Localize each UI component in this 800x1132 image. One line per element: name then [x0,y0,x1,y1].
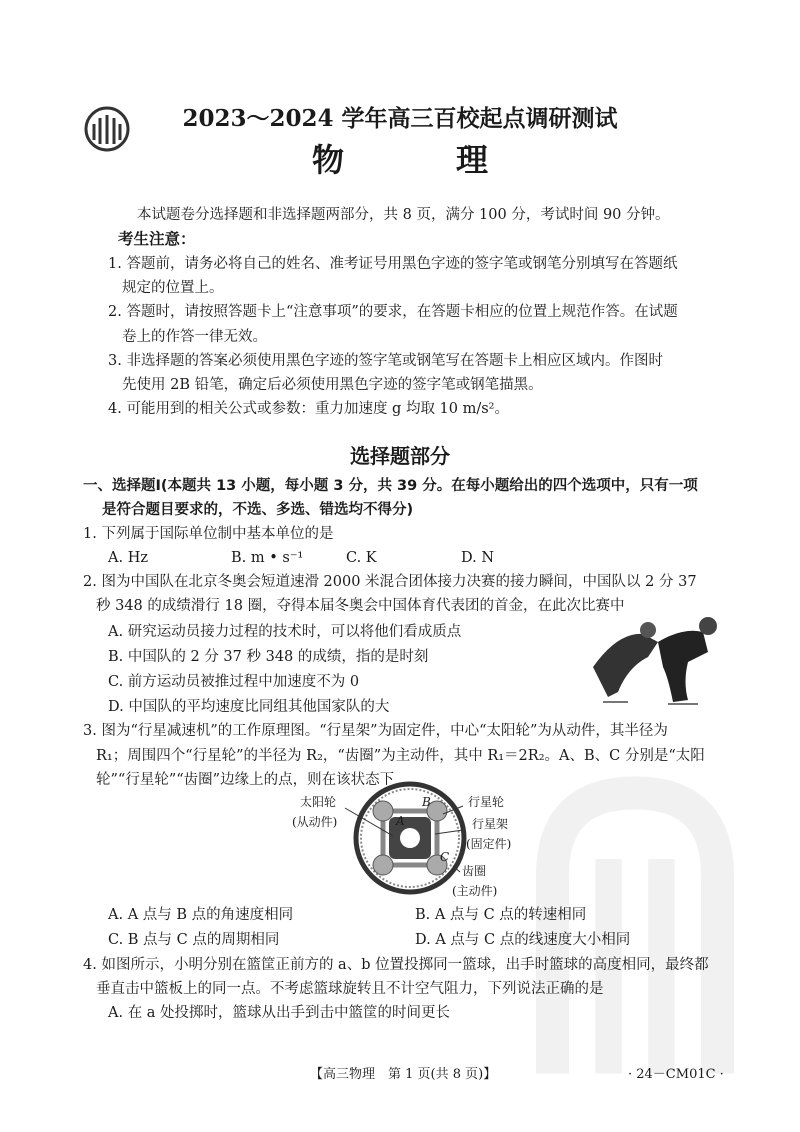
notice-line: 1. 答题前，请务必将自己的姓名、准考证号用黑色字迹的签字笔或钢笔分别填写在答题纸 [108,256,678,272]
subject-title: 物 理 [311,141,528,179]
label-ring: 齿圈 [462,864,487,878]
part-instructions: 一、选择题Ⅰ(本题共 13 小题，每小题 3 分，共 39 分。在每小题给出的四个选项中，只有一项 [83,478,698,494]
q1-option-a: A. Hz [108,550,148,566]
section-title: 选择题部分 [350,444,450,468]
label-planet-gear: 行星轮 [468,795,505,809]
q2-option-c: C. 前方运动员被推过程中加速度不为 0 [108,674,360,690]
label-point-a: A [396,814,405,828]
q2-option-a: A. 研究运动员接力过程的技术时，可以将他们看成质点 [108,624,462,640]
q1-option-b: B. m • s⁻¹ [231,550,304,566]
exam-code: · 24－CM01C · [628,1067,724,1082]
q4-stem: 4. 如图所示，小明分别在篮筐正前方的 a、b 位置投掷同一篮球，出手时篮球的高度相同，最终都 [83,957,709,973]
label-sun-role: (从动件) [292,815,338,829]
q3-stem: R₁；周围四个“行星轮”的半径为 R₂，“齿圈”为主动件，其中 R₁＝2R₂。A、B、C 分别是“太阳 [96,748,705,764]
intro-text: 本试题卷分选择题和非选择题两部分，共 8 页，满分 100 分，考试时间 90 分钟。 [137,207,670,223]
notice-line: 先使用 2B 铅笔，确定后必须使用黑色字迹的签字笔或钢笔描黑。 [122,377,543,393]
q3-option-a: A. A 点与 B 点的角速度相同 [108,907,294,923]
label-carrier-role: (固定件) [466,837,512,851]
q3-stem: 轮”“行星轮”“齿圈”边缘上的点，则在该状态下 [96,772,395,788]
notice-line: 2. 答题时，请按照答题卡上“注意事项”的要求，在答题卡相应的位置上规范作答。在试题 [108,304,678,320]
label-carrier: 行星架 [472,817,509,831]
q1-option-d: D. N [461,550,495,566]
exam-title: 2023～2024 学年高三百校起点调研测试 [182,105,618,132]
part-instructions: 是符合题目要求的，不选、多选、错选均不得分) [102,502,414,518]
label-point-b: B [422,795,431,809]
q4-option-a: A. 在 a 处投掷时，篮球从出手到击中篮筐的时间更长 [108,1005,451,1021]
notice-line: 4. 可能用到的相关公式或参数：重力加速度 g 均取 10 m/s²。 [108,401,509,417]
q2-stem: 2. 图为中国队在北京冬奥会短道速滑 2000 米混合团体接力决赛的接力瞬间，中国队以 2 分 37 [83,574,697,590]
notice-heading: 考生注意： [118,230,196,248]
q1-option-c: C. K [346,550,377,566]
label-point-c: C [440,850,450,864]
q3-option-d: D. A 点与 C 点的线速度大小相同 [415,932,631,948]
q2-option-b: B. 中国队的 2 分 37 秒 348 的成绩，指的是时刻 [108,649,429,665]
q1-stem: 1. 下列属于国际单位制中基本单位的是 [83,526,334,542]
notice-line: 规定的位置上。 [122,280,224,296]
notice-line: 卷上的作答一律无效。 [122,329,267,345]
skaters-photo [588,612,728,707]
q2-option-d: D. 中国队的平均速度比同组其他国家队的大 [108,699,390,715]
q2-stem: 秒 348 的成绩滑行 18 圈，夺得本届冬奥会中国体育代表团的首金，在此次比赛中 [96,598,625,614]
q3-option-b: B. A 点与 C 点的转速相同 [415,907,587,923]
q3-option-c: C. B 点与 C 点的周期相同 [108,932,280,948]
label-ring-role: (主动件) [452,884,498,898]
q4-stem: 垂直击中篮板上的同一点。不考虑篮球旋转且不计空气阻力，下列说法正确的是 [96,981,604,997]
page-footer: 【高三物理 第 1 页(共 8 页)】 [310,1067,497,1082]
label-sun-gear: 太阳轮 [300,795,337,809]
notice-line: 3. 非选择题的答案必须使用黑色字迹的签字笔或钢笔写在答题卡上相应区域内。作图时 [108,353,663,369]
q3-stem: 3. 图为“行星减速机”的工作原理图。“行星架”为固定件，中心“太阳轮”为从动件，其半径为 [83,723,668,739]
